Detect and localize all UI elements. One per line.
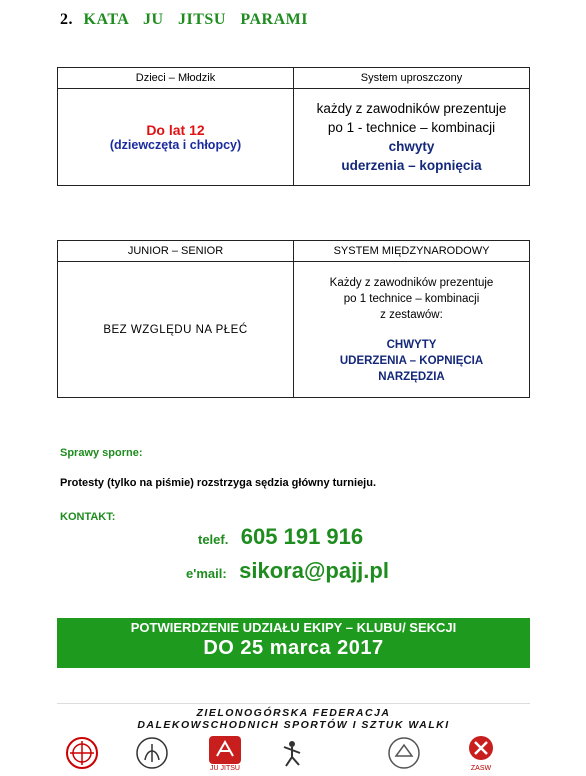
banner-deadline: DO 25 marca 2017 <box>203 637 384 659</box>
junior-senior-header: JUNIOR – SENIOR <box>58 241 294 262</box>
international-system-cell <box>294 262 530 398</box>
gender-regardless: BEZ WZGLĘDU NA PŁEĆ <box>103 323 248 336</box>
section-number: 2. <box>60 11 73 28</box>
fighter-figure-icon <box>277 738 307 768</box>
banner-confirmation-text: POTWIERDZENIE UDZIAŁU EKIPY – KLUBU/ SEKCJI <box>130 620 457 635</box>
federation-name-line2: DALEKOWSCHODNICH SPORTÓW I SZTUK WALKI <box>137 719 450 731</box>
phone-line <box>198 524 363 550</box>
association-seal-icon <box>387 736 421 770</box>
system-desc-line2: po 1 - technice – kombinacji <box>327 120 496 135</box>
simplified-system-header: System uproszczony <box>294 68 530 89</box>
zasw-logo-label: ZASW <box>470 765 492 772</box>
junior-senior-category-cell <box>58 262 294 398</box>
kata-junior-senior-table <box>57 240 530 398</box>
international-system-header: SYSTEM MIĘDZYNARODOWY <box>294 241 530 262</box>
intl-strikes: UDERZENIA – KOPNIĘCIA <box>339 354 484 367</box>
children-header: Dzieci – Młodzik <box>58 68 294 89</box>
intl-desc-line1: Każdy z zawodników prezentuje <box>329 276 494 289</box>
zasw-logo-icon <box>463 734 499 766</box>
federation-emblem-icon <box>65 736 99 770</box>
simplified-system-cell <box>294 89 530 186</box>
technique-grabs: chwyty <box>388 139 435 154</box>
protests-text: Protesty (tylko na piśmie) rozstrzyga sędzia główny turnieju. <box>60 477 377 489</box>
email-address[interactable]: sikora@pajj.pl <box>239 558 389 583</box>
email-line <box>186 558 389 584</box>
kata-children-table <box>57 67 530 186</box>
disputes-label: Sprawy sporne: <box>60 447 143 459</box>
deadline-banner <box>57 618 530 668</box>
jujitsu-logo-icon <box>207 734 243 766</box>
phone-label: telef. <box>198 532 229 547</box>
phone-number[interactable]: 605 191 916 <box>240 524 364 549</box>
contact-label: KONTAKT: <box>60 511 116 523</box>
federation-logos <box>57 730 530 776</box>
intl-desc-line2: po 1 technice – kombinacji <box>343 292 480 305</box>
karate-emblem-icon <box>135 736 169 770</box>
children-category-cell <box>58 89 294 186</box>
section-title: KATA JU JITSU PARAMI <box>83 11 308 28</box>
jujitsu-logo-label: JU JITSU <box>210 765 240 772</box>
age-limit: Do lat 12 <box>146 122 205 138</box>
intl-weapons: NARZĘDZIA <box>378 370 445 383</box>
gender-note: (dziewczęta i chłopcy) <box>109 138 242 152</box>
email-label: e'mail: <box>186 566 227 581</box>
federation-name-line1: ZIELONOGÓRSKA FEDERACJA <box>196 707 391 719</box>
intl-grabs: CHWYTY <box>386 338 437 351</box>
technique-strikes: uderzenia – kopnięcia <box>341 158 482 173</box>
system-desc-line1: każdy z zawodników prezentuje <box>316 101 507 116</box>
section-heading <box>60 11 308 29</box>
intl-desc-line3: z zestawów: <box>380 308 443 321</box>
federation-footer <box>57 703 530 776</box>
